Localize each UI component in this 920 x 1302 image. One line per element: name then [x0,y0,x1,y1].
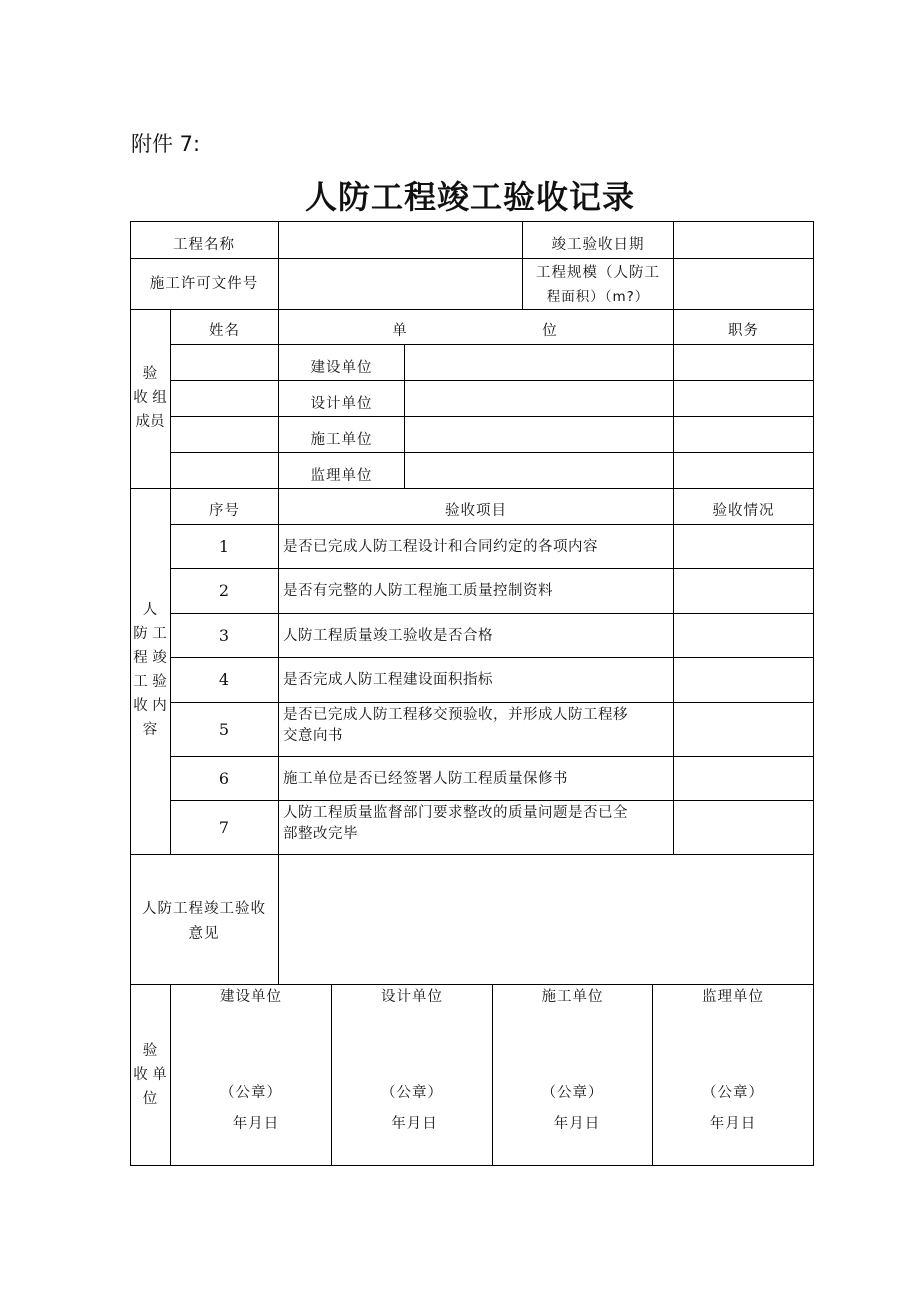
signature-date: 年月日 [553,1116,601,1132]
signature-seal: （公章） [381,1085,443,1101]
signature-unit-name: 建设单位 [220,989,282,1005]
item-no: 5 [218,719,231,739]
signature-date: 年月日 [232,1116,280,1132]
team-row-name [171,453,278,488]
opinion-label-line1: 人防工程竣工验收 [142,901,266,917]
permit-no-label: 施工许可文件号 [149,276,259,292]
team-row-position [674,417,813,452]
team-row-unit: 施工单位 [310,432,373,448]
signature-section-label: 验 收 单 位 [133,1043,167,1107]
opinion-value [279,855,813,984]
permit-no-value [279,259,522,309]
attachment-label: 附件 7: [131,132,201,156]
item-text: 人防工程质量竣工验收是否合格 [283,627,493,644]
acceptance-date-label: 竣工验收日期 [551,237,645,253]
scale-label-line2: 程面积）（m?） [546,289,650,305]
project-name-label: 工程名称 [173,237,235,253]
team-row-unit: 建设单位 [310,360,373,376]
team-row-unit-detail [405,381,673,416]
item-text: 是否完成人防工程建设面积指标 [283,672,493,688]
team-row-unit-detail [405,453,673,488]
scale-label-line1: 工程规模（人防工 [536,265,660,281]
item-no: 1 [218,536,231,556]
item-text: 是否已完成人防工程移交预验收，并形成人防工程移 [283,707,628,723]
content-col-item: 验收项目 [445,503,507,519]
team-row-position [674,381,813,416]
team-col-position: 职务 [728,323,759,339]
content-col-status: 验收情况 [712,503,775,519]
item-text: 人防工程质量监督部门要求整改的质量问题是否已全 [283,805,628,821]
opinion-label-line2: 意见 [188,926,220,942]
signature-seal: （公章） [702,1085,764,1101]
signature-date: 年月日 [391,1116,438,1132]
team-section-label: 验 收 组 成员 [133,366,167,430]
item-text-cont: 交意向书 [283,728,343,744]
signature-unit-name: 设计单位 [381,989,443,1005]
acceptance-date-value [674,222,813,258]
item-text: 是否已完成人防工程设计和合同约定的各项内容 [283,538,598,555]
item-text: 施工单位是否已经签署人防工程质量保修书 [283,770,568,787]
team-row-unit: 设计单位 [310,396,373,412]
team-col-unit-a: 单 [392,323,408,339]
item-no: 6 [218,768,231,788]
content-col-no: 序号 [209,503,240,519]
team-row-position [674,345,813,380]
item-status [674,614,813,657]
item-status [674,525,813,568]
team-row-name [171,345,278,380]
content-section-label: 人 防 工 程 竣 工 验 收 内 容 [133,602,167,738]
team-row-name [171,417,278,452]
scale-value [674,259,813,309]
item-no: 7 [218,817,231,837]
signature-unit-name: 监理单位 [702,989,764,1005]
item-no: 4 [218,670,231,689]
team-row-name [171,381,278,416]
team-row-position [674,453,813,488]
item-no: 2 [218,581,231,600]
project-name-value [279,222,522,258]
item-status [674,569,813,613]
item-status [674,757,813,800]
item-no: 3 [218,625,231,645]
signature-seal: （公章） [220,1085,282,1101]
signature-date: 年月日 [709,1116,757,1132]
team-col-unit-b: 位 [542,323,558,339]
signature-seal: （公章） [541,1085,604,1101]
item-status [674,658,813,702]
item-text-cont: 部整改完毕 [283,826,358,842]
page-title: 人防工程竣工验收记录 [304,178,635,216]
item-status [674,801,813,854]
team-row-unit-detail [405,345,673,380]
team-row-unit-detail [405,417,673,452]
item-text: 是否有完整的人防工程施工质量控制资料 [283,583,553,599]
item-status [674,703,813,756]
signature-unit-name: 施工单位 [541,989,604,1005]
team-row-unit: 监理单位 [310,468,373,484]
team-col-name: 姓名 [209,323,240,339]
